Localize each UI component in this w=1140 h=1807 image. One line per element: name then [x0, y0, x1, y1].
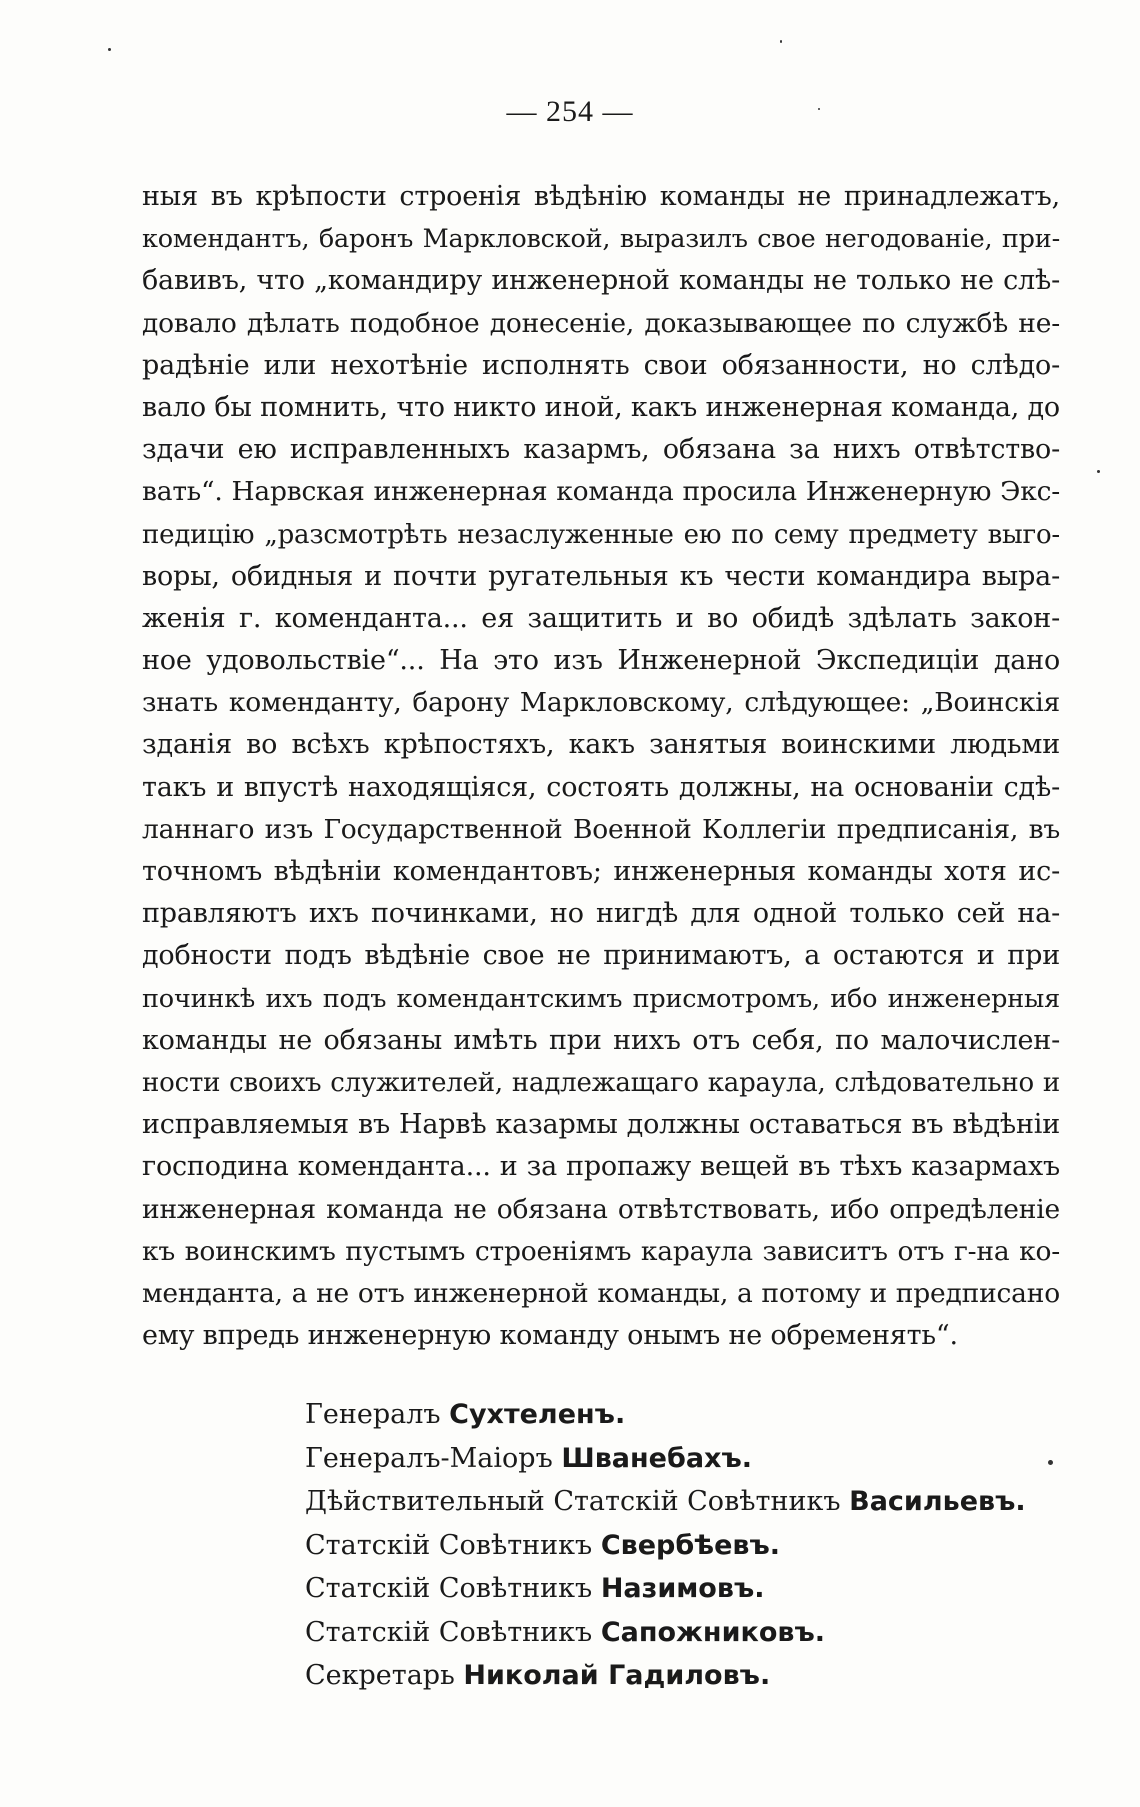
signature-name: Николай Гадиловъ.: [463, 1660, 771, 1691]
signature-line: [305, 1567, 1065, 1611]
signature-title: Статскій Совѣтникъ: [305, 1616, 593, 1648]
text-line: исправляемыя въ Нарвѣ казармы должны оставаться въ вѣдѣніи: [142, 1109, 1060, 1141]
text-line: ланнаго изъ Государственной Военной Коллегіи предписанія, въ: [142, 813, 1060, 845]
text-line: такъ и впустѣ находящіяся, состоять должны, на основаніи сдѣ-: [142, 771, 1060, 803]
signature-line: [305, 1524, 1065, 1568]
signature-line: [305, 1654, 1065, 1698]
text-line: точномъ вѣдѣніи комендантовъ; инженерныя команды хотя ис-: [142, 856, 1060, 887]
scan-speck: [780, 40, 782, 43]
text-line: ное удовольствіе“... На это изъ Инженерной Экспедиціи дано: [142, 645, 1060, 677]
text-line: вать“. Нарвская инженерная команда просила Инженерную Экс-: [142, 476, 1060, 508]
text-line: вало бы помнить, что никто иной, какъ инженерная команда, до: [142, 391, 1060, 423]
body-text: [142, 176, 1060, 1357]
text-line: радѣніе или нехотѣніе исполнять свои обязанности, но слѣдо-: [142, 349, 1060, 381]
text-line: здачи ею исправленныхъ казармъ, обязана за нихъ отвѣтство-: [142, 434, 1060, 466]
text-line: комендантъ, баронъ Маркловской, выразилъ свое негодованіе, при-: [142, 224, 1060, 255]
text-line: бавивъ, что „командиру инженерной команды не только не слѣ-: [142, 265, 1060, 297]
text-line: правляютъ ихъ починками, но нигдѣ для одной только сей на-: [142, 898, 1060, 930]
signature-title: Генералъ-Маіоръ: [305, 1442, 553, 1474]
signature-line: [305, 1437, 1065, 1481]
text-line: команды не обязаны имѣть при нихъ отъ себя, по малочислен-: [142, 1024, 1060, 1056]
scan-speck: [108, 48, 111, 51]
text-line: починкѣ ихъ подъ комендантскимъ присмотромъ, ибо инженерныя: [142, 983, 1060, 1014]
text-line: ему впредь инженерную команду онымъ не обременять“.: [142, 1320, 958, 1352]
signature-line: [305, 1393, 1065, 1437]
text-line: ныя въ крѣпости строенія вѣдѣнію команды не принадлежатъ,: [142, 181, 1060, 212]
text-line: женія г. коменданта... ея защитить и во обидѣ здѣлать закон-: [142, 602, 1060, 634]
text-line: ности своихъ служителей, надлежащаго караула, слѣдовательно и: [142, 1067, 1060, 1098]
signature-title: Дѣйствительный Статскій Совѣтникъ: [305, 1486, 841, 1517]
signature-name: Васильевъ.: [849, 1486, 1026, 1517]
text-line: къ воинскимъ пустымъ строеніямъ караула зависитъ отъ г-на ко-: [142, 1235, 1060, 1267]
signature-title: Секретарь: [305, 1660, 455, 1691]
scan-speck: [1048, 1460, 1053, 1465]
scan-speck: [1097, 470, 1100, 473]
signature-title: Статскій Совѣтникъ: [305, 1529, 593, 1561]
text-line: воры, обидныя и почти ругательныя къ чести командира выра-: [142, 560, 1060, 592]
signature-name: Назимовъ.: [600, 1573, 765, 1604]
signature-name: Шванебахъ.: [561, 1442, 753, 1474]
signature-line: [305, 1480, 1065, 1524]
text-line: зданія во всѣхъ крѣпостяхъ, какъ занятыя воинскими людьми: [142, 729, 1060, 761]
text-line: инженерная команда не обязана отвѣтствовать, ибо опредѣленіе: [142, 1193, 1060, 1225]
text-line: менданта, а не отъ инженерной команды, а потому и предписано: [142, 1277, 1060, 1309]
text-line: добности подъ вѣдѣніе свое не принимаютъ, а остаются и при: [142, 940, 1060, 972]
text-line: педицію „разсмотрѣть незаслуженные ею по сему предмету выго-: [142, 519, 1060, 550]
text-line: знать коменданту, барону Маркловскому, слѣдующее: „Воинскія: [142, 687, 1060, 719]
signature-name: Сухтеленъ.: [449, 1399, 626, 1430]
text-line: господина коменданта... и за пропажу вещей въ тѣхъ казармахъ: [142, 1151, 1060, 1183]
signature-block: [305, 1393, 1065, 1698]
signature-name: Свербѣевъ.: [600, 1529, 781, 1561]
signature-title: Генералъ: [305, 1399, 441, 1430]
scan-speck: [818, 108, 820, 110]
signature-title: Статскій Совѣтникъ: [305, 1573, 593, 1604]
text-line: довало дѣлать подобное донесеніе, доказывающее по службѣ не-: [142, 307, 1060, 339]
page-number: — 254 —: [506, 95, 634, 128]
signature-line: [305, 1611, 1065, 1655]
signature-name: Сапожниковъ.: [600, 1616, 825, 1648]
